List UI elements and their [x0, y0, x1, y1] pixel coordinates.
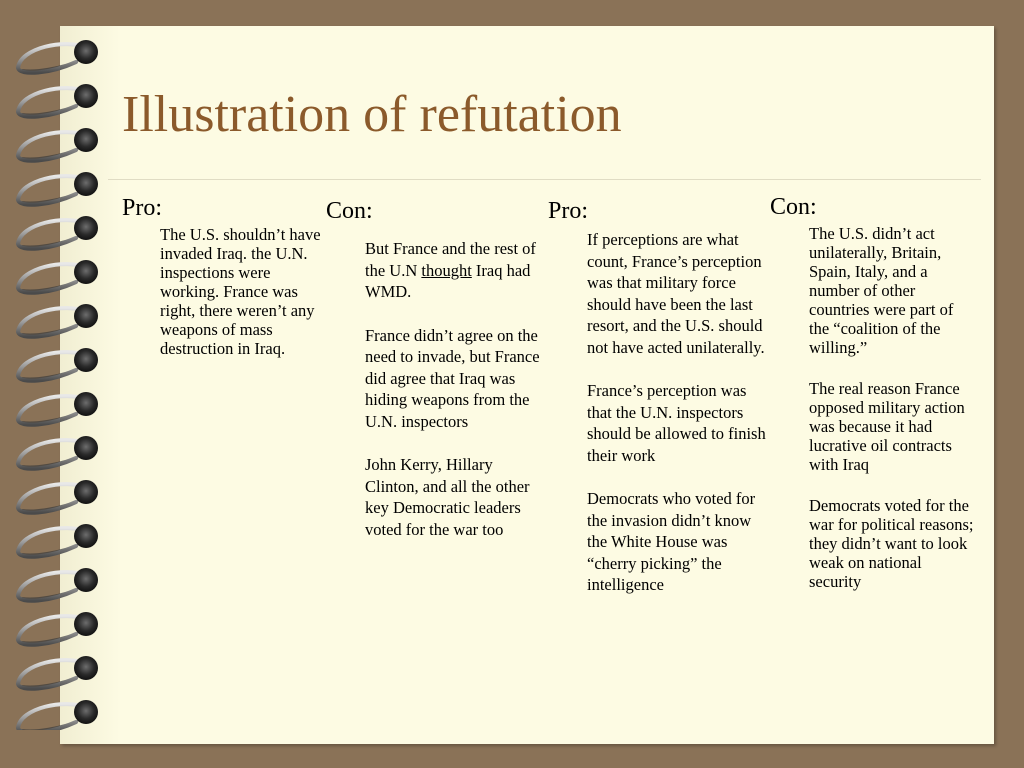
column-2-paragraph: France didn’t agree on the need to invade, but France did agree that Iraq was hiding weapons from the U.N. inspectors	[365, 325, 540, 431]
column-4-paragraph: The U.S. didn’t act unilaterally, Britain, Spain, Italy, and a number of other countries were part of the “coalition of the willing.”	[809, 224, 954, 357]
spiral-ring	[18, 480, 98, 513]
spiral-ring	[18, 568, 98, 601]
spiral-ring	[18, 84, 98, 117]
column-3-paragraph: If perceptions are what count, France’s perception was that military force should have been the last resort, and the U.S. should not have acted unilaterally.	[587, 230, 765, 357]
column-3-paragraph: Democrats who voted for the invasion didn’t know the White House was “cherry picking” the intelligence	[587, 489, 756, 594]
column-2-body	[365, 238, 547, 562]
spiral-ring	[18, 348, 98, 381]
column-1-heading: Pro:	[122, 195, 163, 221]
column-4-paragraph: Democrats voted for the war for political reasons; they didn’t want to look weak on national security	[809, 496, 974, 591]
column-4-body	[809, 224, 975, 613]
spiral-ring	[18, 128, 98, 161]
column-1-body	[160, 225, 328, 380]
title-divider	[108, 179, 981, 180]
spiral-ring	[18, 304, 98, 337]
spiral-ring	[18, 172, 98, 205]
column-3-paragraph: France’s perception was that the U.N. inspectors should be allowed to finish their work	[587, 381, 766, 465]
underlined-thought: thought	[421, 260, 472, 280]
spiral-ring	[18, 700, 98, 730]
slide-title: Illustration of refutation	[122, 86, 622, 143]
spiral-binding-icon	[10, 40, 110, 730]
column-1-paragraph: The U.S. shouldn’t have invaded Iraq. the U.N. inspections were working. France was right, there weren’t any weapons of mass destruction in Iraq.	[160, 225, 321, 358]
column-4-paragraph: The real reason France opposed military action was because it had lucrative oil contracts with Iraq	[809, 379, 965, 474]
spiral-ring	[18, 612, 98, 645]
column-3-body	[587, 229, 769, 618]
spiral-ring	[18, 260, 98, 293]
column-4-heading: Con:	[770, 194, 817, 220]
spiral-ring	[18, 392, 98, 425]
column-2-heading: Con:	[326, 198, 373, 224]
spiral-ring	[18, 436, 98, 469]
spiral-ring	[18, 524, 98, 557]
column-2-paragraph: John Kerry, Hillary Clinton, and all the other key Democratic leaders voted for the war too	[365, 455, 530, 539]
column-2-paragraph: But France and the rest of the U.N thought Iraq had WMD.	[365, 239, 536, 301]
spiral-ring	[18, 40, 98, 73]
column-3-heading: Pro:	[548, 198, 589, 224]
spiral-ring	[18, 656, 98, 689]
spiral-ring	[18, 216, 98, 249]
